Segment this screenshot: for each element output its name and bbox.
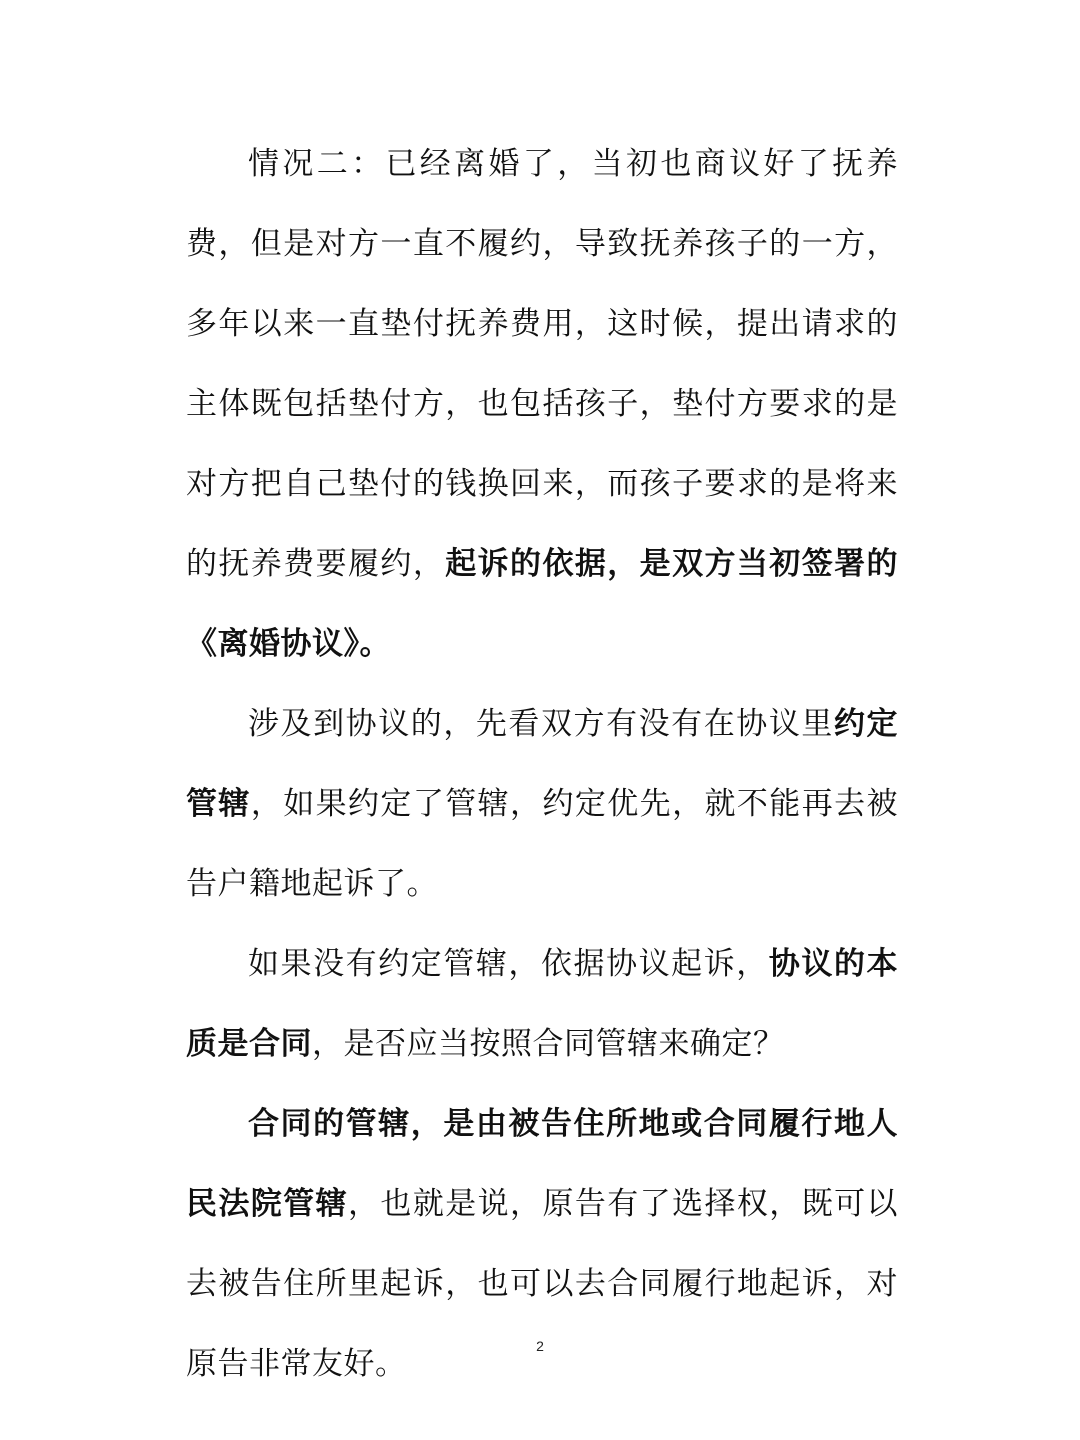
paragraph-bold-text: 协议的本质是合同 [186, 946, 899, 1062]
page-number: 2 [536, 1338, 544, 1354]
paragraph-bold-text: 起诉的依据，是双方当初签署的《离婚协议》。 [186, 546, 899, 662]
paragraph-bold-text: 合同的管辖，是由被告住所地或合同履行地人民法院管辖 [186, 1106, 898, 1222]
body-text [186, 124, 898, 1404]
paragraph-text: ，也就是说，原告有了选择权，既可以去被告住所里起诉，也可以去合同履行地起诉，对原告非常友好。 [186, 1186, 899, 1382]
paragraph-text: ，是否应当按照合同管辖来确定？ [312, 1026, 785, 1062]
paragraph-text: ，如果约定了管辖，约定优先，就不能再去被告户籍地起诉了。 [186, 786, 899, 902]
paragraph-text: 如果没有约定管辖，依据协议起诉， [248, 946, 769, 982]
paragraph-text: 涉及到协议的，先看双方有没有在协议里 [248, 706, 834, 742]
paragraph-agreed-jurisdiction [186, 684, 898, 924]
paragraph-no-agreed-jurisdiction [186, 924, 898, 1084]
paragraph-contract-jurisdiction [186, 1084, 898, 1404]
paragraph-text: 情况二：已经离婚了，当初也商议好了抚养费，但是对方一直不履约，导致抚养孩子的一方，多年以来一直垫付抚养费用，这时候，提出请求的主体既包括垫付方，也包括孩子，垫付方要求的是对方把自己垫付的钱换回来，而孩子要求的是将来的抚养费要履约， [186, 146, 898, 582]
paragraph-situation-two [186, 124, 898, 684]
paragraph-bold-text: 约定管辖 [186, 706, 899, 822]
